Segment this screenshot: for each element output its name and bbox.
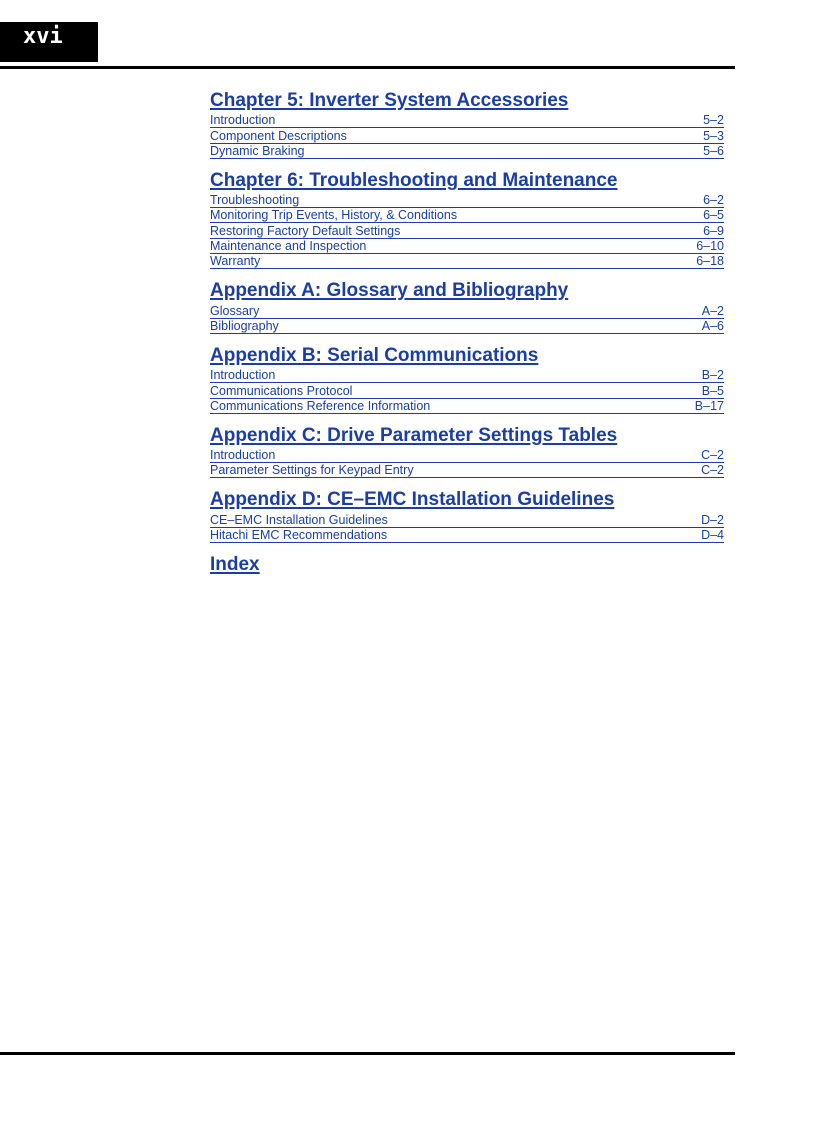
toc-entry-label: CE–EMC Installation Guidelines [210,513,391,528]
toc-leader-line [460,221,700,223]
toc-entry-link[interactable] [210,319,724,334]
toc-leader-line [417,476,698,478]
toc-entry-label: Communications Protocol [210,384,355,399]
toc-entry-link[interactable] [210,463,724,478]
toc-section [210,488,724,543]
toc-entry-label: Troubleshooting [210,193,302,208]
toc-entry-page: B–5 [699,384,724,399]
toc-leader-line [390,541,698,543]
section-title-link[interactable]: Chapter 5: Inverter System Accessories [210,90,569,111]
toc-section [210,169,724,269]
toc-entry-page: 6–2 [700,193,724,208]
toc-entry-link[interactable] [210,303,724,318]
toc-entry-page: 6–18 [693,254,724,269]
toc-entry-page: B–17 [692,399,724,414]
toc-entry-label: Dynamic Braking [210,144,307,159]
toc-leader-line [350,142,700,144]
toc-entry-page: A–2 [699,304,724,319]
section-spacer [210,334,724,344]
toc-leader-line [433,412,692,414]
toc-section [210,89,724,159]
toc-entry-page: 5–6 [700,144,724,159]
toc-entry-link[interactable] [210,239,724,254]
section-title-link[interactable]: Appendix D: CE–EMC Installation Guidelines [210,489,615,511]
toc-section [210,553,724,576]
toc-entry-link[interactable] [210,448,724,463]
section-spacer [210,414,724,424]
section-title-link[interactable]: Appendix B: Serial Communications [210,344,539,366]
header-rule [0,66,735,69]
toc-entry-list [210,113,724,159]
toc-entry-label: Communications Reference Information [210,399,433,414]
toc-entry-link[interactable] [210,383,724,398]
toc-entry-link[interactable] [210,128,724,143]
toc-entry-label: Monitoring Trip Events, History, & Conditions [210,208,460,223]
toc-entry-list [210,303,724,334]
toc-entry-page: D–4 [698,528,724,543]
toc-section [210,424,724,479]
toc-entry-page: D–2 [698,513,724,528]
toc-entry-label: Glossary [210,304,262,319]
toc-entry-label: Introduction [210,113,278,128]
toc-entry-page: A–6 [699,319,724,334]
toc-section [210,279,724,334]
toc-leader-line [262,317,698,319]
toc-entry-page: 6–10 [693,239,724,254]
toc-entry-label: Maintenance and Inspection [210,239,369,254]
toc-entry-page: B–2 [699,368,724,383]
toc-entry-link[interactable] [210,193,724,208]
section-spacer [210,159,724,169]
toc-entry-page: 6–5 [700,208,724,223]
page-number: xvi [23,24,63,49]
toc-entry-link[interactable] [210,208,724,223]
toc-entry-list [210,193,724,269]
toc-leader-line [263,267,693,269]
toc-entry-list [210,448,724,479]
section-title-link[interactable]: Appendix C: Drive Parameter Settings Tables [210,424,618,446]
section-spacer [210,478,724,488]
toc-entry-label: Bibliography [210,319,282,334]
toc-entry-page: C–2 [698,463,724,478]
table-of-contents [210,89,724,577]
toc-entry-label: Component Descriptions [210,129,350,144]
toc-entry-link[interactable] [210,368,724,383]
toc-entry-label: Introduction [210,368,278,383]
toc-entry-label: Parameter Settings for Keypad Entry [210,463,417,478]
toc-entry-page: C–2 [698,448,724,463]
toc-entry-page: 6–9 [700,224,724,239]
section-spacer [210,269,724,279]
toc-entry-link[interactable] [210,512,724,527]
toc-leader-line [391,526,698,528]
footer-rule [0,1052,735,1055]
toc-leader-line [307,157,700,159]
toc-entry-link[interactable] [210,399,724,414]
toc-entry-label: Restoring Factory Default Settings [210,224,403,239]
section-title-link[interactable]: Chapter 6: Troubleshooting and Maintenance [210,169,618,191]
toc-entry-page: 5–2 [700,113,724,128]
toc-entry-link[interactable] [210,144,724,159]
toc-leader-line [403,237,700,239]
toc-entry-list [210,368,724,414]
toc-entry-link[interactable] [210,528,724,543]
section-title-link[interactable]: Appendix A: Glossary and Bibliography [210,280,569,302]
page-number-tab [0,22,98,62]
toc-entry-page: 5–3 [700,129,724,144]
toc-entry-label: Warranty [210,254,263,269]
toc-entry-link[interactable] [210,254,724,269]
section-spacer [210,543,724,553]
section-title-link[interactable]: Index [210,554,260,576]
toc-entry-label: Hitachi EMC Recommendations [210,528,390,543]
toc-entry-link[interactable] [210,113,724,128]
toc-leader-line [282,332,699,334]
toc-entry-list [210,512,724,543]
toc-entry-label: Introduction [210,448,278,463]
toc-entry-link[interactable] [210,223,724,238]
toc-section [210,344,724,414]
toc-leader-line [369,252,693,254]
